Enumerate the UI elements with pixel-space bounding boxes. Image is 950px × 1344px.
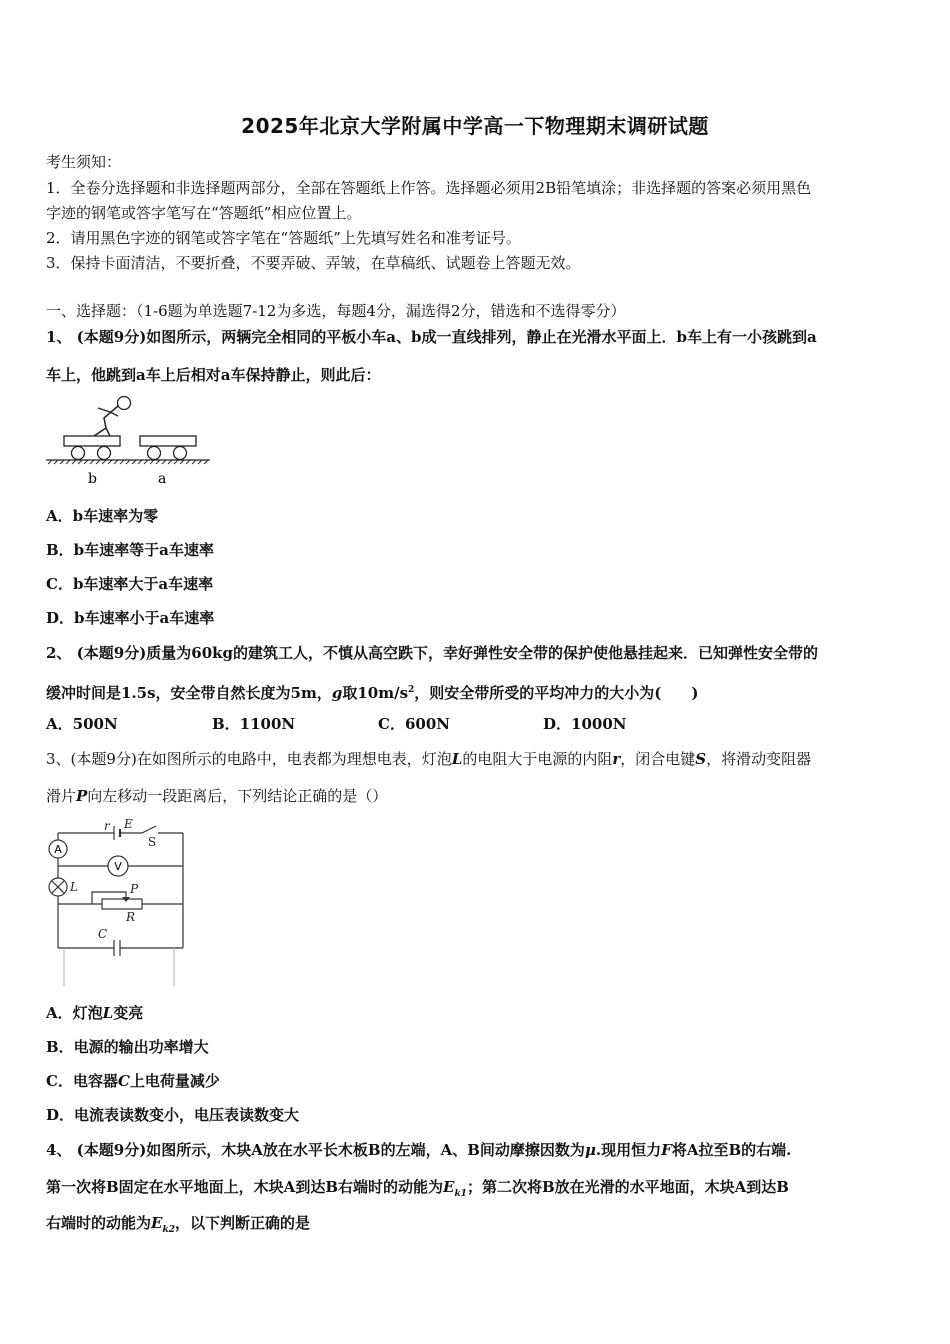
option-d: D．电流表读数变小，电压表读数变大 bbox=[46, 1106, 300, 1124]
option-d: D．1000N bbox=[543, 715, 627, 733]
svg-text:A: A bbox=[54, 843, 62, 856]
svg-text:S: S bbox=[148, 835, 157, 849]
option-a: A．500N bbox=[46, 715, 118, 733]
notice-heading: 考生须知： bbox=[46, 153, 122, 171]
cart-a bbox=[140, 436, 196, 446]
svg-text:P: P bbox=[130, 882, 139, 896]
svg-text:R: R bbox=[126, 910, 136, 924]
question-4-line: 第一次将B固定在水平地面上，木块A到达B右端时的动能为$E_{k1}$；第二次将B放在光滑的水平地面，木块A到达B bbox=[46, 1178, 789, 1199]
page-title: 2025年北京大学附属中学高一下物理期末调研试题 bbox=[241, 114, 709, 138]
option-b: B．b车速率等于a车速率 bbox=[46, 541, 214, 559]
svg-text:r: r bbox=[104, 819, 110, 833]
notice-item: 3．保持卡面清洁，不要折叠，不要弄破、弄皱，在草稿纸、试题卷上答题无效。 bbox=[46, 254, 581, 272]
circuit-figure bbox=[44, 816, 190, 988]
question-2-line: 缓冲时间是1.5s，安全带自然长度为5m，g取$10m/s^2$，则安全带所受的平均冲力的大小为( ) bbox=[46, 684, 699, 702]
question-2-line: 2、 (本题9分)质量为60kg的建筑工人，不慎从高空跌下，幸好弹性安全带的保护使他悬挂起来．已知弹性安全带的 bbox=[46, 644, 819, 662]
notice-item: 2．请用黑色字迹的钢笔或答字笔在“答题纸”上先填写姓名和准考证号。 bbox=[46, 229, 521, 247]
option-a: A．b车速率为零 bbox=[46, 507, 159, 525]
question-1-line: 车上，他跳到a车上后相对a车保持静止，则此后： bbox=[46, 366, 381, 384]
notice-item: 字迹的钢笔或答字笔写在“答题纸”相应位置上。 bbox=[46, 204, 362, 222]
notice-item: 1．全卷分选择题和非选择题两部分，全部在答题纸上作答。选择题必须用2B铅笔填涂；非选择题的答案必须用黑色 bbox=[46, 179, 812, 197]
svg-text:V: V bbox=[114, 860, 122, 873]
option-d: D．b车速率小于a车速率 bbox=[46, 609, 215, 627]
option-a: A．灯泡L变亮 bbox=[46, 1004, 144, 1022]
option-b: B．1100N bbox=[212, 715, 296, 733]
option-c: C．600N bbox=[378, 715, 450, 733]
option-c: C．b车速率大于a车速率 bbox=[46, 575, 214, 593]
section-heading: 一、选择题：（1-6题为单选题7-12为多选，每题4分，漏选得2分，错选和不选得零分） bbox=[46, 302, 626, 320]
svg-text:C: C bbox=[98, 927, 108, 941]
question-4-line: 右端时的动能为$E_{k2}$，以下判断正确的是 bbox=[46, 1214, 310, 1235]
option-b: B．电源的输出功率增大 bbox=[46, 1038, 209, 1056]
question-4-line: 4、 (本题9分)如图所示，木块A放在水平长木板B的左端，A、B间动摩擦因数为μ.现用恒力F将A拉至B的右端. bbox=[46, 1141, 792, 1159]
cart-b bbox=[64, 436, 120, 446]
svg-text:E: E bbox=[124, 817, 133, 831]
question-3-line: 滑片P向左移动一段距离后，下列结论正确的是（） bbox=[46, 787, 388, 805]
label-a: a bbox=[158, 471, 167, 487]
child-figure bbox=[118, 397, 131, 410]
question-1-line: 1、 (本题9分)如图所示，两辆完全相同的平板小车a、b成一直线排列，静止在光滑水平面上．b车上有一小孩跳到a bbox=[46, 328, 817, 346]
question-3-line: 3、(本题9分)在如图所示的电路中，电表都为理想电表，灯泡L的电阻大于电源的内阻r，闭合电键S，将滑动变阻器 bbox=[46, 750, 812, 768]
option-c: C．电容器C上电荷量减少 bbox=[46, 1072, 220, 1090]
label-b: b bbox=[88, 471, 97, 487]
svg-text:L: L bbox=[70, 880, 78, 894]
carts-figure bbox=[44, 392, 212, 488]
